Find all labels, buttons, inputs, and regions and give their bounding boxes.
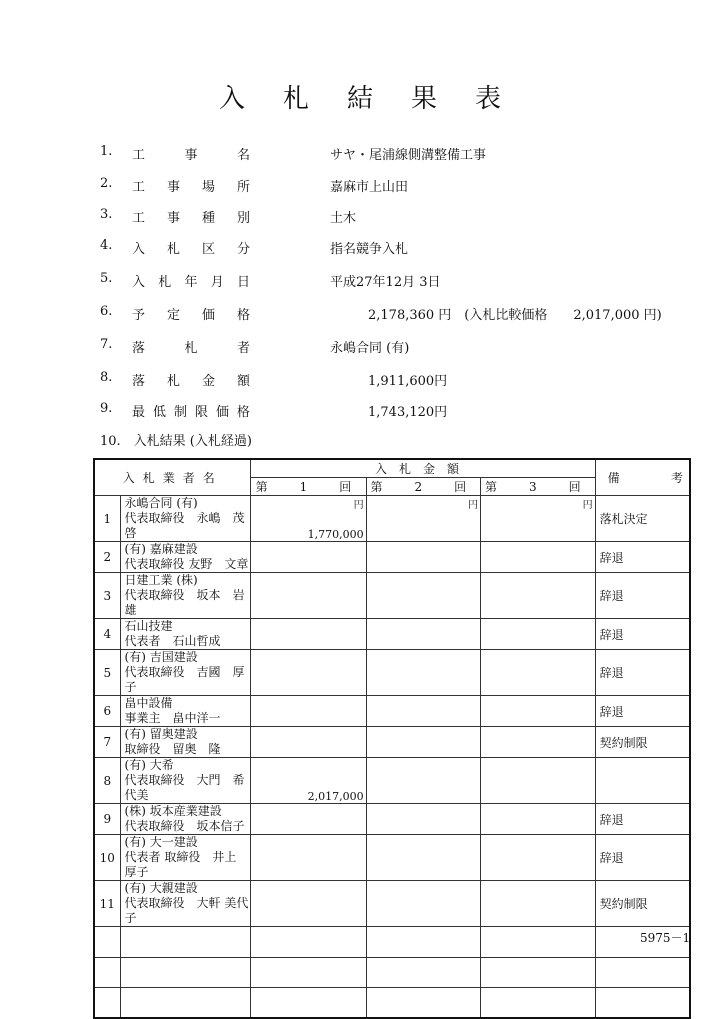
detail-number: 2.: [100, 176, 113, 191]
yen-unit: 円: [582, 500, 593, 511]
round-2-amount: [366, 835, 481, 881]
detail-value: 1,743,120円: [368, 405, 448, 420]
yen-unit: 円: [353, 500, 364, 511]
detail-value: サヤ・尾浦線側溝整備工事: [330, 148, 487, 163]
bidder-cell: [120, 496, 251, 542]
header-round-2: 第 2 回: [366, 478, 481, 496]
yen-unit: 円: [468, 500, 479, 511]
round-2-amount: [366, 696, 481, 727]
detail-label: 落 札 者: [132, 341, 250, 356]
detail-number: 3.: [100, 207, 113, 222]
round-2-amount: [366, 758, 481, 804]
header-bidder-name: 入札業者名: [94, 459, 251, 496]
round-1-amount: [251, 804, 366, 835]
table-row: [94, 881, 690, 927]
remark-cell: 辞退: [595, 650, 690, 696]
detail-value: 嘉麻市上山田: [330, 180, 409, 195]
row-number: 8: [94, 758, 120, 804]
round-3-amount: [481, 650, 596, 696]
detail-label: 入 札 区 分: [132, 242, 250, 257]
representative: 代表取締役 坂本信子: [124, 819, 245, 833]
header-round-1: 第 1 回: [251, 478, 366, 496]
empty-table-row: [94, 957, 690, 988]
row-number: 7: [94, 727, 120, 758]
company-name: (有) 吉国建設: [124, 650, 198, 664]
representative: 代表取締役 坂本 岩雄: [124, 588, 245, 617]
company-name: (有) 嘉麻建設: [124, 542, 198, 556]
table-row: [94, 696, 690, 727]
round-1-amount: [251, 881, 366, 927]
page-title: 入札結果表: [218, 84, 539, 114]
detail-number: 4.: [100, 238, 113, 253]
company-name: (有) 大希: [124, 758, 174, 772]
detail-value: 永嶋合同 (有): [330, 341, 410, 356]
amount-value: 1,770,000: [307, 528, 364, 541]
table-row: [94, 804, 690, 835]
remark-cell: 辞退: [595, 835, 690, 881]
round-3-amount: [481, 619, 596, 650]
bidder-cell: [120, 573, 251, 619]
round-1-amount: [251, 542, 366, 573]
detail-value: 2,178,360 円 (入札比較価格 2,017,000 円): [368, 308, 662, 323]
remark-cell: 契約制限: [595, 727, 690, 758]
round-3-amount: [481, 881, 596, 927]
detail-value: 1,911,600円: [368, 374, 448, 389]
detail-number: 8.: [100, 370, 113, 385]
company-name: 永嶋合同 (有): [124, 496, 198, 510]
round-2-amount: [366, 804, 481, 835]
representative: 代表取締役 永嶋 茂啓: [124, 511, 245, 540]
company-name: (有) 大一建設: [124, 835, 198, 849]
detail-number: 9.: [100, 401, 113, 416]
empty-table-row: [94, 988, 690, 1019]
round-2-amount: [366, 727, 481, 758]
header-bid-amount: 入札金額: [251, 459, 595, 478]
round-1-amount: [251, 696, 366, 727]
round-2-amount: [366, 573, 481, 619]
round-2-amount: [366, 496, 481, 542]
row-number: 6: [94, 696, 120, 727]
detail-label: 入 札 年 月 日: [132, 275, 250, 290]
detail-value: 土木: [330, 211, 357, 226]
round-1-amount: [251, 650, 366, 696]
detail-label: 工 事 名: [132, 148, 250, 163]
representative: 代表者 石山哲成: [124, 634, 221, 648]
remark-cell: [595, 758, 690, 804]
detail-number: 7.: [100, 337, 113, 352]
detail-label: 予 定 価 格: [132, 308, 250, 323]
bidder-cell: [120, 650, 251, 696]
row-number: 11: [94, 881, 120, 927]
table-row: [94, 573, 690, 619]
company-name: 日建工業 (株): [124, 573, 198, 587]
row-number: 4: [94, 619, 120, 650]
row-number: 9: [94, 804, 120, 835]
detail-number: 6.: [100, 304, 113, 319]
round-3-amount: [481, 496, 596, 542]
table-row: [94, 650, 690, 696]
representative: 事業主 畠中洋一: [124, 711, 221, 725]
round-1-amount: [251, 835, 366, 881]
round-3-amount: [481, 835, 596, 881]
company-name: (有) 大親建設: [124, 881, 198, 895]
row-number: 1: [94, 496, 120, 542]
representative: 代表取締役 大軒 美代子: [124, 896, 249, 925]
representative: 代表取締役 大門 希代美: [124, 773, 245, 802]
round-1-amount: [251, 727, 366, 758]
remark-cell: 辞退: [595, 804, 690, 835]
remark-cell: 落札決定: [595, 496, 690, 542]
row-number: 3: [94, 573, 120, 619]
company-name: (有) 留奥建設: [124, 727, 198, 741]
round-1-amount: [251, 619, 366, 650]
detail-number: 5.: [100, 271, 113, 286]
table-row: [94, 727, 690, 758]
round-1-amount: [251, 496, 366, 542]
remark-cell: 辞退: [595, 573, 690, 619]
company-name: 畠中設備: [124, 696, 173, 710]
representative: 代表取締役 友野 文章: [124, 557, 249, 571]
round-2-amount: [366, 650, 481, 696]
table-row: [94, 835, 690, 881]
document-code: 5975－1: [640, 931, 691, 945]
remark-cell: 辞退: [595, 696, 690, 727]
table-row: [94, 619, 690, 650]
bidder-cell: [120, 696, 251, 727]
detail-value: 平成27年12月 3日: [330, 275, 441, 290]
table-row: [94, 542, 690, 573]
remark-cell: 辞退: [595, 542, 690, 573]
bidder-cell: [120, 542, 251, 573]
bidder-cell: [120, 758, 251, 804]
remark-cell: 辞退: [595, 619, 690, 650]
header-round-3: 第 3 回: [481, 478, 596, 496]
company-name: 石山技建: [124, 619, 173, 633]
bidder-cell: [120, 835, 251, 881]
row-number: 2: [94, 542, 120, 573]
round-3-amount: [481, 758, 596, 804]
round-3-amount: [481, 727, 596, 758]
bidder-cell: [120, 804, 251, 835]
representative: 取締役 留奥 隆: [124, 742, 221, 756]
bid-results-table: [93, 458, 691, 1019]
empty-table-row: [94, 927, 690, 958]
table-row: [94, 758, 690, 804]
detail-label: 落 札 金 額: [132, 374, 250, 389]
round-2-amount: [366, 542, 481, 573]
detail-label: 工 事 場 所: [132, 180, 250, 195]
detail-value: 指名競争入札: [330, 242, 409, 257]
results-caption: 10. 入札結果 (入札経過): [100, 434, 252, 449]
round-1-amount: [251, 573, 366, 619]
round-3-amount: [481, 696, 596, 727]
detail-number: 1.: [100, 144, 113, 159]
bidder-cell: [120, 727, 251, 758]
company-name: (株) 坂本産業建設: [124, 804, 222, 818]
round-3-amount: [481, 804, 596, 835]
detail-label: 最 低 制 限 価 格: [132, 405, 250, 420]
round-2-amount: [366, 881, 481, 927]
row-number: 10: [94, 835, 120, 881]
round-3-amount: [481, 573, 596, 619]
row-number: 5: [94, 650, 120, 696]
table-header-row: [94, 459, 690, 478]
representative: 代表者 取締役 井上 厚子: [124, 850, 249, 879]
round-2-amount: [366, 619, 481, 650]
round-1-amount: 2,017,000: [251, 758, 366, 804]
round-3-amount: [481, 542, 596, 573]
detail-label: 工 事 種 別: [132, 211, 250, 226]
table-row: [94, 496, 690, 542]
header-remarks: 備 考: [595, 459, 690, 496]
bidder-cell: [120, 619, 251, 650]
bidder-cell: [120, 881, 251, 927]
remark-cell: 契約制限: [595, 881, 690, 927]
representative: 代表取締役 吉國 厚子: [124, 665, 245, 694]
